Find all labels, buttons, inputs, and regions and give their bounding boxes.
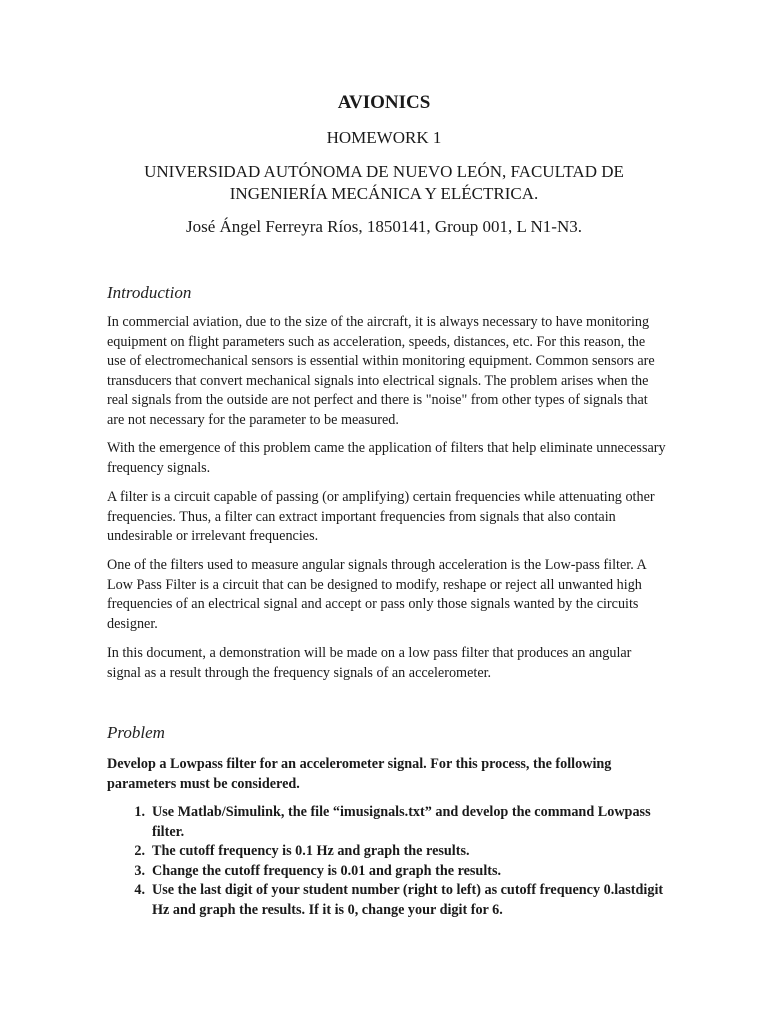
problem-heading: Problem — [107, 723, 165, 742]
step-text: The cutoff frequency is 0.1 Hz and graph the results. — [152, 843, 470, 859]
list-item — [107, 881, 667, 920]
step-number: 4. — [134, 882, 145, 898]
document-subtitle: HOMEWORK 1 — [326, 128, 442, 147]
step-number: 2. — [134, 843, 145, 859]
list-item — [107, 803, 667, 842]
introduction-paragraph-4: One of the filters used to measure angular signals through acceleration is the Low-pass filter. A Low Pass Filter is a circuit that can be designed to modify, reshape or reject all unwanted high frequencies of an electrical signal and accept or pass only those signals wanted by the circuits designer. — [107, 557, 646, 632]
author-line: José Ángel Ferreyra Ríos, 1850141, Group 001, L N1-N3. — [186, 217, 582, 236]
introduction-paragraph-5: In this document, a demonstration will be made on a low pass filter that produces an angular signal as a result through the frequency signals of an accelerometer. — [107, 645, 632, 681]
problem-steps-list — [107, 803, 667, 920]
problem-intro: Develop a Lowpass filter for an accelerometer signal. For this process, the following parameters must be considered. — [107, 756, 612, 792]
document-title: AVIONICS — [337, 92, 431, 113]
introduction-paragraph-2: With the emergence of this problem came the application of filters that help eliminate unnecessary frequency signals. — [107, 440, 666, 476]
step-number: 3. — [134, 862, 145, 879]
step-text: Use Matlab/Simulink, the file “imusignals.txt” and develop the command Lowpass filter. — [152, 804, 651, 840]
step-text: Use the last digit of your student number (right to left) as cutoff frequency 0.lastdigit Hz and graph the results. If it is 0, change your digit for 6. — [152, 882, 664, 918]
list-item — [107, 862, 667, 882]
introduction-heading: Introduction — [107, 283, 192, 302]
university-name: UNIVERSIDAD AUTÓNOMA DE NUEVO LEÓN, FACULTAD DE INGENIERÍA MECÁNICA Y ELÉCTRICA. — [144, 162, 624, 203]
step-number: 1. — [134, 804, 145, 820]
introduction-paragraph-1: In commercial aviation, due to the size of the aircraft, it is always necessary to have monitoring equipment on flight parameters such as acceleration, speeds, distances, etc. For this reason, the use of electromechanical sensors is essential within monitoring equipment. Common sensors are transducers that convert mechanical signals into electrical signals. The problem arises when the real signals from the outside are not perfect and there is "noise" from other types of signals that are not necessary for the parameter to be measured. — [107, 314, 655, 428]
list-item — [107, 842, 667, 862]
introduction-paragraph-3: A filter is a circuit capable of passing (or amplifying) certain frequencies while attenuating other frequencies. Thus, a filter can extract important frequencies from signals that also contain undesirable or irrelevant frequencies. — [107, 489, 655, 544]
step-text: Change the cutoff frequency is 0.01 and graph the results. — [152, 862, 502, 879]
